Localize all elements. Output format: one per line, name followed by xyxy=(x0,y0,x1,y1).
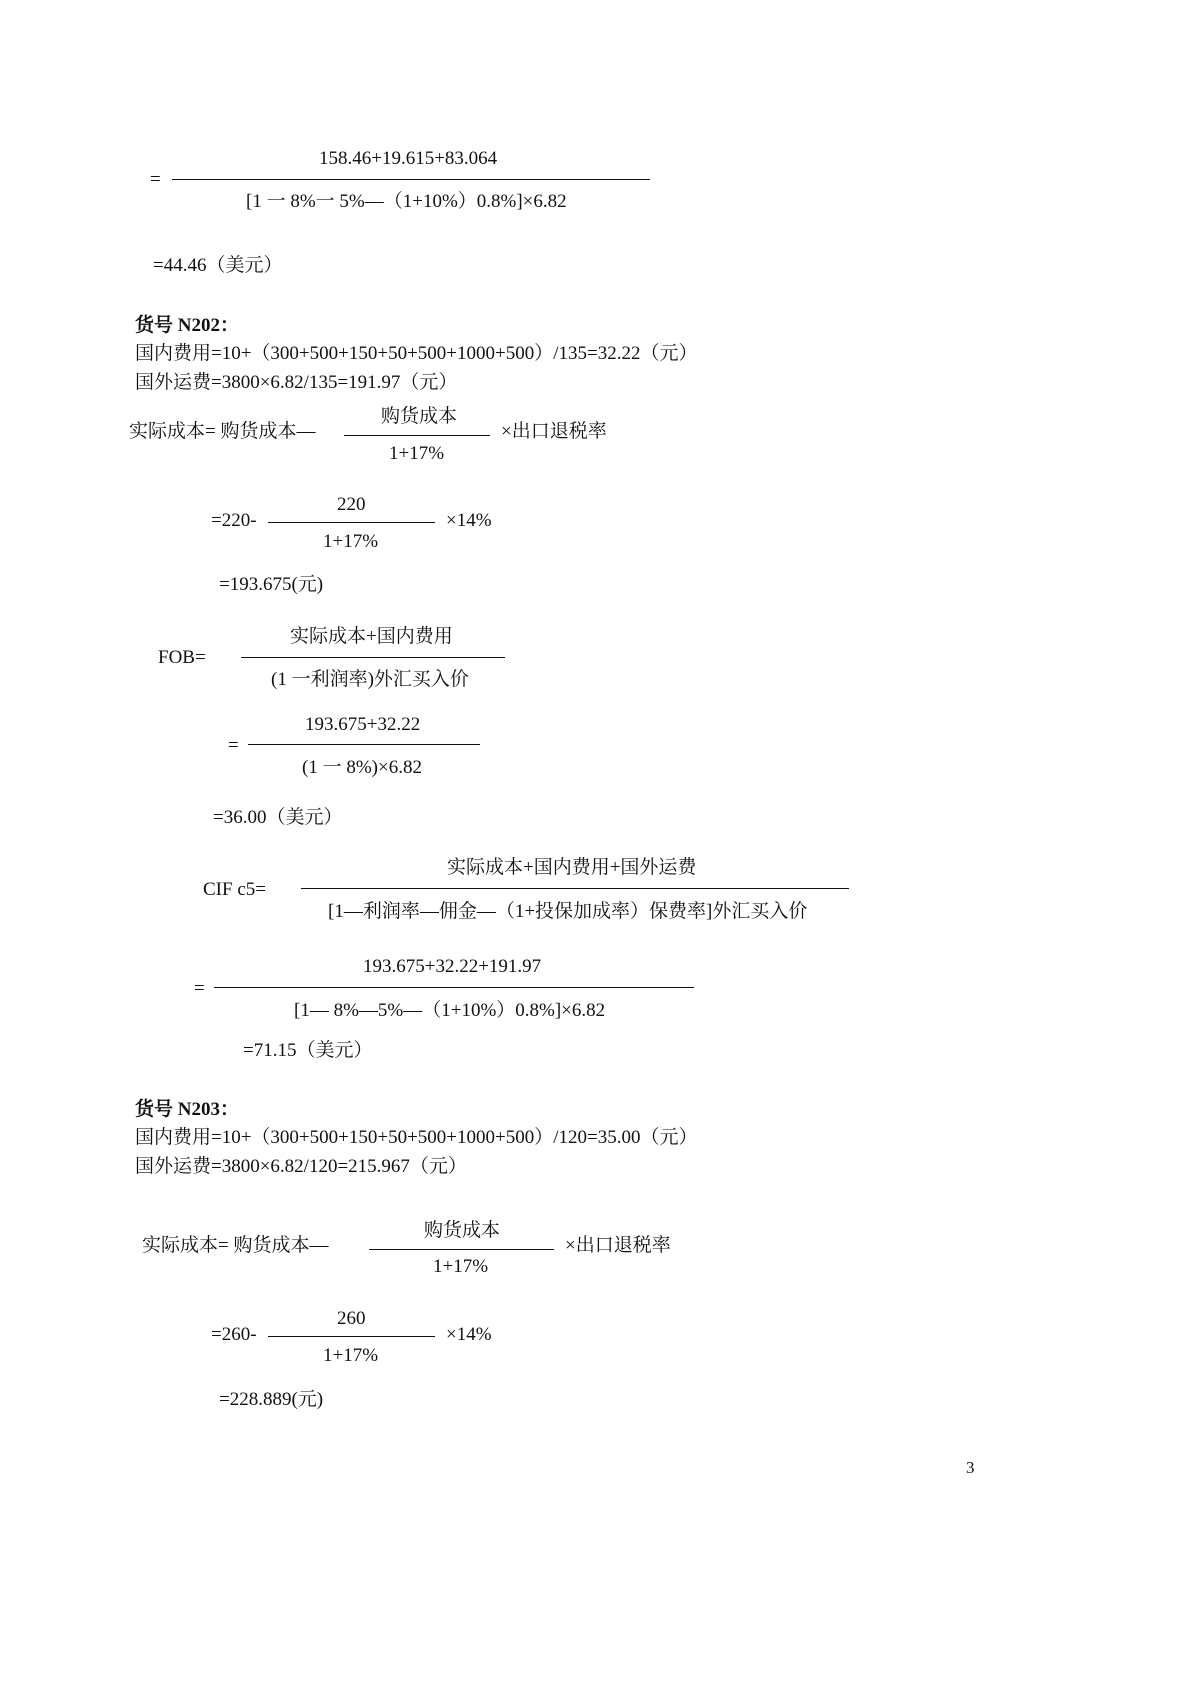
n202-fob-result: =36.00（美元） xyxy=(213,807,343,828)
block1-fraction-bar xyxy=(172,179,650,180)
n202-calc-suffix: ×14% xyxy=(446,510,492,531)
n202-cif-bar2 xyxy=(214,987,694,988)
n202-fob-num2: 193.675+32.22 xyxy=(305,714,421,735)
n203-domestic-cost: 国内费用=10+（300+500+150+50+500+1000+500）/120=35.00（元） xyxy=(135,1127,698,1148)
n202-fob-bar xyxy=(241,657,505,658)
n203-actual-cost-numerator: 购货成本 xyxy=(424,1220,501,1241)
block1-result: =44.46（美元） xyxy=(153,255,283,276)
n202-actual-cost-numerator: 购货成本 xyxy=(381,406,458,427)
n202-cif-denominator: [1—利润率—佣金—（1+投保加成率）保费率]外汇买入价 xyxy=(328,901,808,922)
n203-actual-cost-denominator: 1+17% xyxy=(433,1256,489,1277)
n203-calc-bar xyxy=(268,1336,435,1337)
n202-actual-cost-suffix: ×出口退税率 xyxy=(501,421,607,442)
n203-foreign-freight: 国外运费=3800×6.82/120=215.967（元） xyxy=(135,1156,467,1177)
n203-actual-cost-suffix: ×出口退税率 xyxy=(565,1235,671,1256)
n202-heading: 货号 N202： xyxy=(135,315,239,336)
n203-heading: 货号 N203： xyxy=(135,1099,239,1120)
n203-calc-denominator: 1+17% xyxy=(323,1345,379,1366)
n202-calc-denominator: 1+17% xyxy=(323,531,379,552)
block1-numerator: 158.46+19.615+83.064 xyxy=(319,148,498,169)
n203-calc-numerator: 260 xyxy=(337,1308,366,1329)
n202-calc-numerator: 220 xyxy=(337,494,366,515)
n202-fob-denominator: (1 一利润率)外汇买入价 xyxy=(271,669,469,690)
n202-cif-eq: = xyxy=(194,978,205,999)
n202-cif-bar xyxy=(301,888,849,889)
n202-calc-bar xyxy=(268,522,435,523)
n203-actual-cost-bar xyxy=(369,1249,554,1250)
n202-actual-cost-label: 实际成本= 购货成本— xyxy=(129,421,316,442)
n202-cif-num2: 193.675+32.22+191.97 xyxy=(363,956,542,977)
n202-fob-numerator: 实际成本+国内费用 xyxy=(290,626,453,647)
n202-cif-result: =71.15（美元） xyxy=(243,1040,373,1061)
n202-cif-label: CIF c5= xyxy=(203,879,266,900)
n203-calc-suffix: ×14% xyxy=(446,1324,492,1345)
n202-actual-cost-denominator: 1+17% xyxy=(389,443,445,464)
n202-foreign-freight: 国外运费=3800×6.82/135=191.97（元） xyxy=(135,372,458,393)
block1-denominator: [1 一 8%一 5%—（1+10%）0.8%]×6.82 xyxy=(246,191,567,212)
n203-calc-prefix: =260- xyxy=(211,1324,257,1345)
n202-calc-prefix: =220- xyxy=(211,510,257,531)
n202-cif-numerator: 实际成本+国内费用+国外运费 xyxy=(447,857,697,878)
n202-fob-bar2 xyxy=(248,744,480,745)
page-number: 3 xyxy=(966,1458,975,1477)
n202-fob-label: FOB= xyxy=(158,647,206,668)
n203-calc-result: =228.889(元) xyxy=(219,1389,324,1410)
block1-eq: = xyxy=(150,169,161,190)
n202-actual-cost-bar xyxy=(344,435,490,436)
n202-calc-result: =193.675(元) xyxy=(219,574,324,595)
n202-fob-eq: = xyxy=(228,735,239,756)
n202-domestic-cost: 国内费用=10+（300+500+150+50+500+1000+500）/135=32.22（元） xyxy=(135,343,698,364)
n202-fob-den2: (1 一 8%)×6.82 xyxy=(302,757,422,778)
n203-actual-cost-label: 实际成本= 购货成本— xyxy=(142,1235,329,1256)
n202-cif-den2: [1— 8%—5%—（1+10%）0.8%]×6.82 xyxy=(294,1000,606,1021)
